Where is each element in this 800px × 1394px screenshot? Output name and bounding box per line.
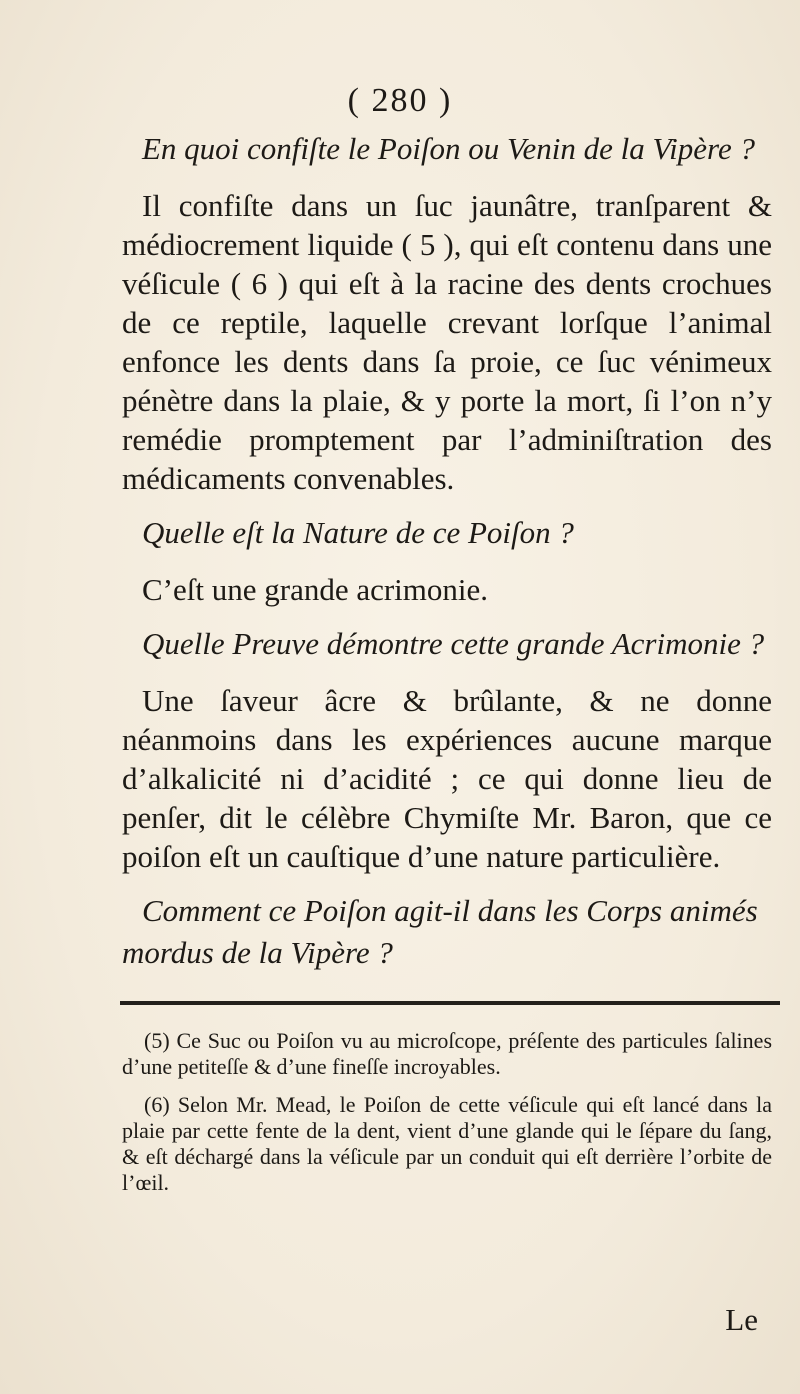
footnotes bbox=[122, 1028, 772, 1208]
footnote: (5) Ce Suc ou Poiſon vu au microſcope, préſente des particules ſalines d’une petiteſſe & d’une fineſſe incroyables. bbox=[122, 1028, 772, 1079]
answer-paragraph: C’eſt une grande acrimonie. bbox=[142, 572, 489, 607]
footnote: (6) Selon Mr. Mead, le Poiſon de cette véſicule qui eſt lancé dans la plaie par cette fente de la dent, vient d’une glande qui le ſépare du ſang, & eſt déchargé dans la véſicule par un conduit qui eſt derrière l’orbite de l’œil. bbox=[122, 1092, 772, 1195]
question-heading: Quelle eſt la Nature de ce Poiſon ? bbox=[142, 515, 574, 550]
question-heading: Comment ce Poiſon agit-il dans les Corps animés mordus de la Vipère ? bbox=[122, 893, 758, 970]
footnote-divider bbox=[120, 1001, 780, 1005]
catchword: Le bbox=[725, 1302, 758, 1337]
question-heading: Quelle Preuve démontre cette grande Acrimonie ? bbox=[142, 626, 765, 661]
answer-paragraph: Une ſaveur âcre & brûlante, & ne donne néanmoins dans les expériences aucune marque d’alkalicité ni d’acidité ; ce qui donne lieu de penſer, dit le célèbre Chymiſte Mr. Baron, que ce poiſon eſt un cauſtique d’une nature particulière. bbox=[122, 683, 772, 874]
main-text bbox=[122, 128, 772, 990]
question-heading: En quoi confiſte le Poiſon ou Venin de la Vipère ? bbox=[142, 131, 755, 166]
page-number: ( 280 ) bbox=[347, 82, 453, 119]
answer-paragraph: Il confiſte dans un ſuc jaunâtre, tranſparent & médiocrement liquide ( 5 ), qui eſt contenu dans une véſicule ( 6 ) qui eſt à la racine des dents crochues de ce reptile, laquelle crevant lorſque l’animal enfonce les dents dans ſa proie, ce ſuc vénimeux pénètre dans la plaie, & y porte la mort, ſi l’on n’y remédie promptement par l’adminiſtration des médicaments convenables. bbox=[122, 188, 772, 496]
